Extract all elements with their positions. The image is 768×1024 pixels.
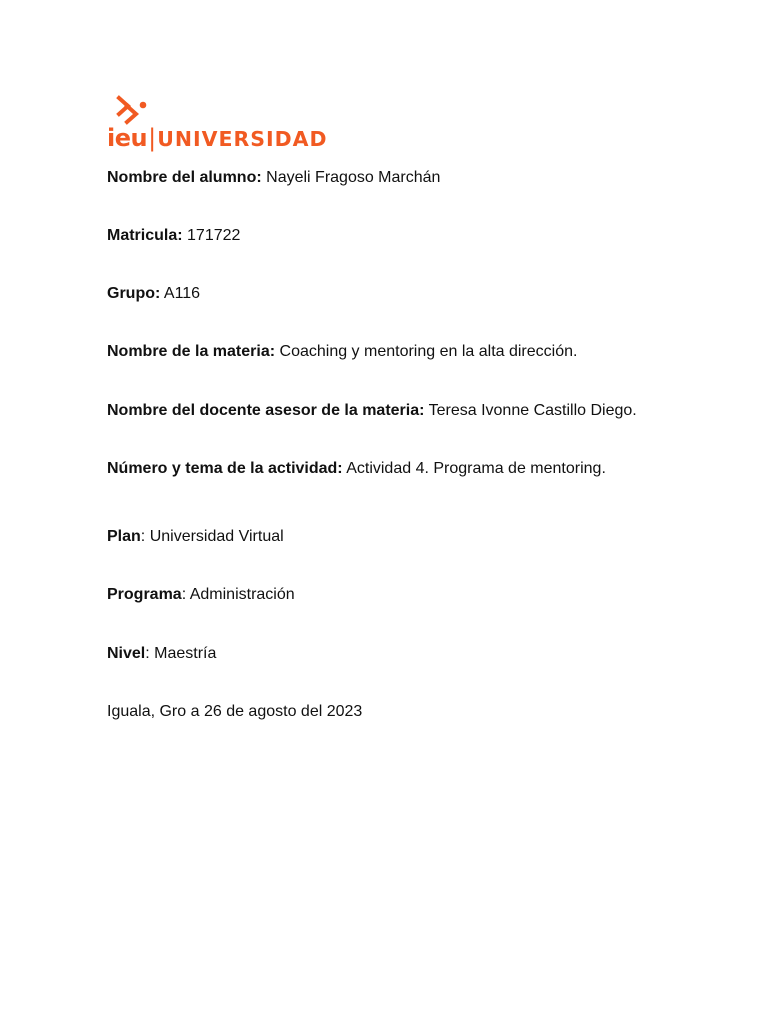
teacher-label: Nombre del docente asesor de la materia:	[107, 402, 425, 419]
student-name-field	[107, 169, 440, 187]
logo-arrows-icon	[116, 95, 148, 127]
student-name-label: Nombre del alumno:	[107, 169, 262, 186]
program-label: Programa	[107, 586, 182, 603]
activity-label: Número y tema de la actividad:	[107, 460, 343, 477]
activity-value: Actividad 4. Programa de mentoring.	[342, 460, 606, 477]
group-value: A116	[160, 285, 201, 302]
plan-field	[107, 528, 284, 546]
teacher-value: Teresa Ivonne Castillo Diego.	[424, 402, 637, 419]
enrollment-value: 171722	[182, 227, 241, 244]
plan-label: Plan	[107, 528, 141, 545]
level-field	[107, 645, 216, 663]
subject-label: Nombre de la materia:	[107, 343, 276, 360]
level-label: Nivel	[107, 645, 146, 662]
program-field	[107, 586, 295, 604]
logo-wordmark	[107, 126, 328, 150]
place-date: Iguala, Gro a 26 de agosto del 2023	[107, 703, 363, 720]
teacher-field	[107, 402, 637, 420]
logo-ieu-text: ieu	[107, 124, 148, 152]
ieu-universidad-logo	[107, 95, 347, 155]
subject-value: Coaching y mentoring en la alta dirección.	[275, 343, 578, 360]
group-label: Grupo:	[107, 285, 161, 302]
program-value: : Administración	[181, 586, 295, 603]
logo-separator: |	[148, 124, 157, 152]
enrollment-field	[107, 227, 240, 245]
group-field	[107, 285, 200, 303]
activity-field	[107, 460, 606, 478]
logo-universidad-text: UNIVERSIDAD	[157, 127, 328, 151]
plan-value: : Universidad Virtual	[140, 528, 284, 545]
student-name-value: Nayeli Fragoso Marchán	[261, 169, 441, 186]
enrollment-label: Matricula:	[107, 227, 183, 244]
subject-field	[107, 343, 577, 361]
level-value: : Maestría	[145, 645, 217, 662]
